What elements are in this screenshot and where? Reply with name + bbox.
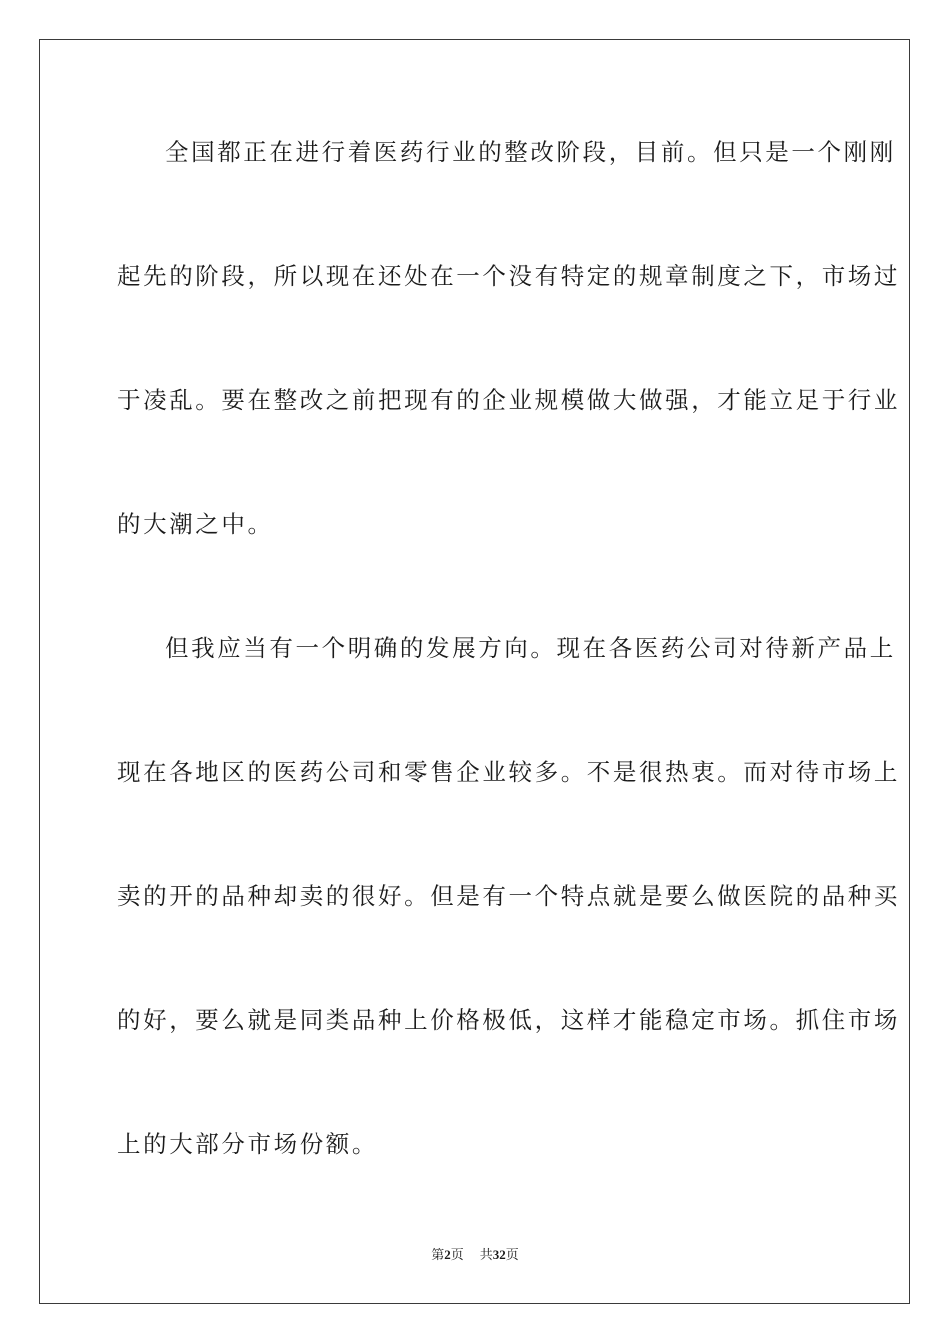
paragraph-line: 于凌乱。要在整改之前把现有的企业规模做大做强，才能立足于行业 [117, 386, 900, 414]
paragraph-line: 现在各地区的医药公司和零售企业较多。不是很热衷。而对待市场上 [117, 758, 900, 786]
paragraph-line: 但我应当有一个明确的发展方向。现在各医药公司对待新产品上 [165, 634, 896, 662]
paragraph-line: 的好，要么就是同类品种上价格极低，这样才能稳定市场。抓住市场 [117, 1006, 900, 1034]
page-footer [0, 1246, 950, 1264]
paragraph-line: 卖的开的品种却卖的很好。但是有一个特点就是要么做医院的品种买 [117, 882, 900, 910]
page-number: 2 [444, 1247, 451, 1262]
paragraph-line: 上的大部分市场份额。 [117, 1130, 378, 1158]
total-pages: 32 [492, 1247, 506, 1262]
paragraph-line: 起先的阶段，所以现在还处在一个没有特定的规章制度之下，市场过 [117, 262, 900, 290]
paragraph-line: 全国都正在进行着医药行业的整改阶段，目前。但只是一个刚刚 [165, 138, 896, 166]
page-prefix: 第 [431, 1247, 445, 1262]
total-prefix: 共 [479, 1247, 493, 1262]
page-suffix: 页 [450, 1247, 464, 1262]
page-border [39, 39, 910, 1304]
total-suffix: 页 [505, 1247, 519, 1262]
paragraph-line: 的大潮之中。 [117, 510, 274, 538]
